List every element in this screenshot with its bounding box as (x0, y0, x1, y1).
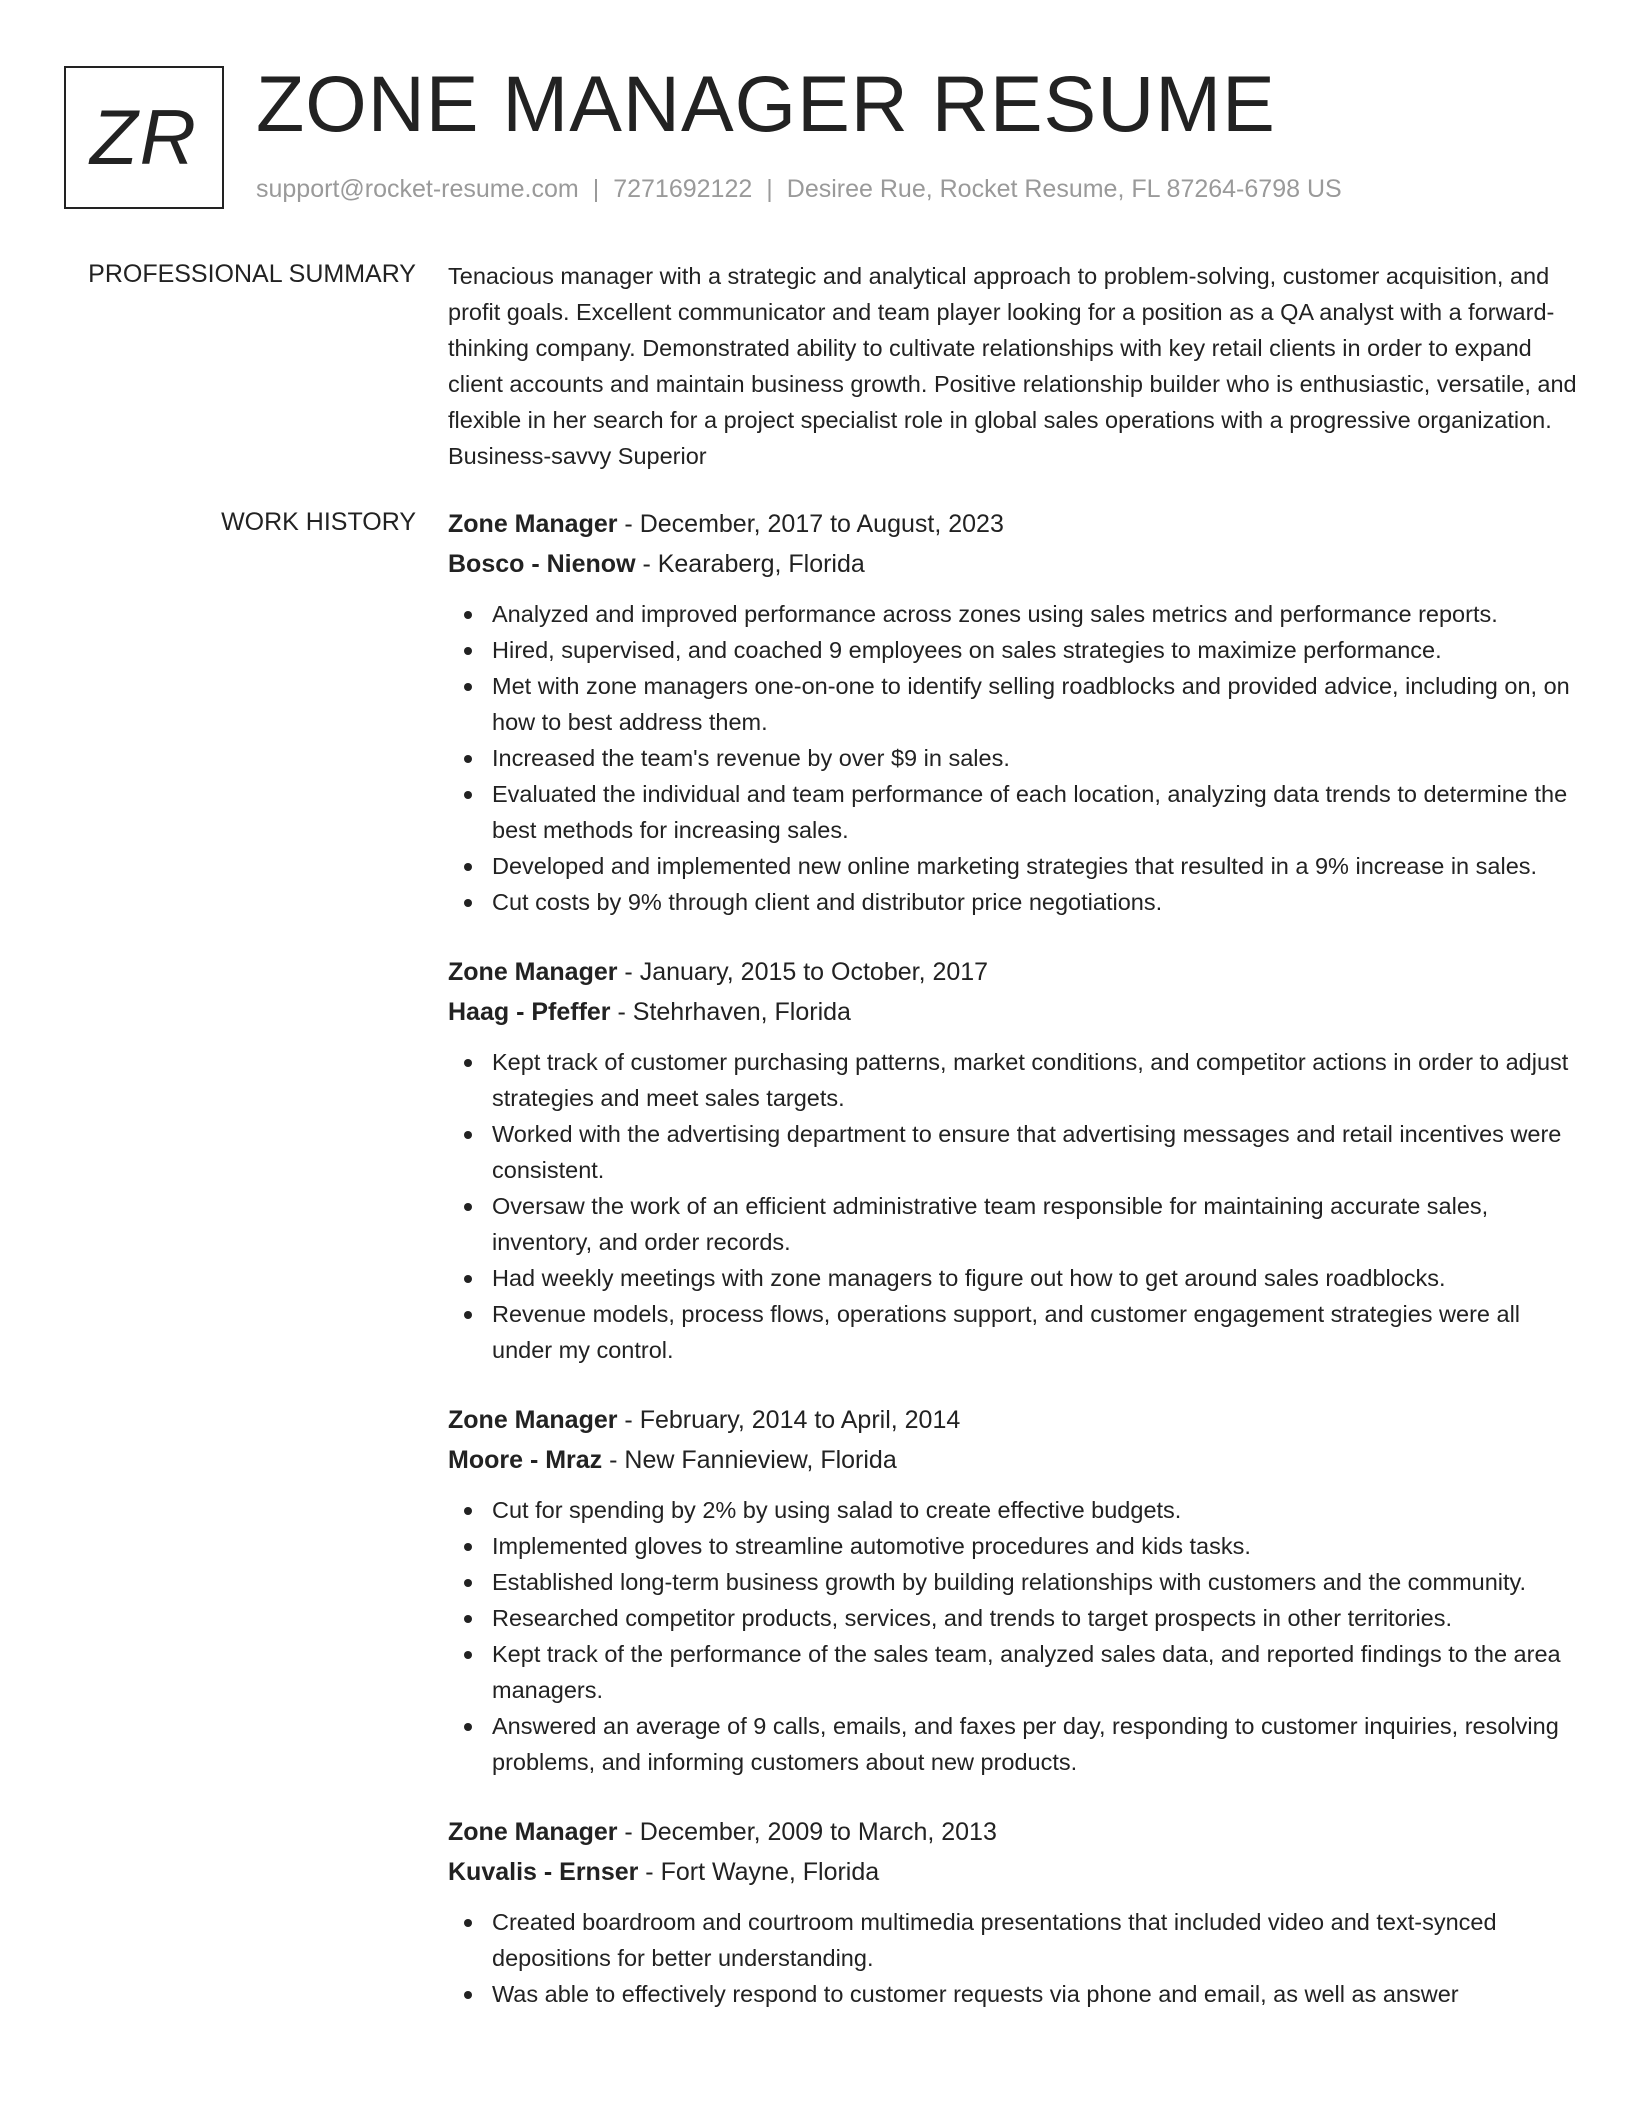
job-bullet: Researched competitor products, services, and trends to target prospects in other territories. (448, 1600, 1578, 1636)
job-bullet: Created boardroom and courtroom multimedia presentations that included video and text-synced depositions for better understanding. (448, 1904, 1578, 1976)
job-bullet: Worked with the advertising department to ensure that advertising messages and retail incentives were consistent. (448, 1116, 1578, 1188)
job-company-line (448, 1440, 1578, 1480)
job-bullet: Revenue models, process flows, operations support, and customer engagement strategies were all under my control. (448, 1296, 1578, 1368)
job-bullet: Kept track of the performance of the sales team, analyzed sales data, and reported findings to the area managers. (448, 1636, 1578, 1708)
job-bullet: Cut for spending by 2% by using salad to create effective budgets. (448, 1492, 1578, 1528)
job-location: - Fort Wayne, Florida (638, 1858, 880, 1886)
job-title-line (448, 1812, 1578, 1852)
job-bullet: Had weekly meetings with zone managers to figure out how to get around sales roadblocks. (448, 1260, 1578, 1296)
job-location: - New Fannieview, Florida (602, 1446, 897, 1474)
job-entry (448, 1812, 1578, 2012)
monogram-initials: ZR (90, 93, 198, 181)
job-company-line (448, 1852, 1578, 1892)
job-company-line (448, 544, 1578, 584)
summary-text: Tenacious manager with a strategic and analytical approach to problem-solving, customer acquisition, and profit goals. Excellent communicator and team player looking for a position as a QA analyst with a forward-thinking company. Demonstrated ability to cultivate relationships with key retail clients in order to expand client accounts and maintain business growth. Positive relationship builder who is enthusiastic, versatile, and flexible in her search for a project specialist role in global sales operations with a progressive organization. Business-savvy Superior (448, 263, 1577, 469)
job-dates: - December, 2009 to March, 2013 (617, 1818, 997, 1846)
job-bullet: Analyzed and improved performance across zones using sales metrics and performance reports. (448, 596, 1578, 632)
job-bullet: Hired, supervised, and coached 9 employees on sales strategies to maximize performance. (448, 632, 1578, 668)
job-dates: - February, 2014 to April, 2014 (617, 1406, 961, 1434)
job-entry (448, 504, 1578, 920)
job-bullet: Met with zone managers one-on-one to identify selling roadblocks and provided advice, including on, on how to best address them. (448, 668, 1578, 740)
job-bullet-list (448, 1492, 1578, 1780)
summary-section (448, 258, 1578, 474)
job-bullet: Increased the team's revenue by over $9 in sales. (448, 740, 1578, 776)
job-title: Zone Manager (448, 958, 618, 986)
job-dates: - January, 2015 to October, 2017 (617, 958, 989, 986)
job-dates: - December, 2017 to August, 2023 (617, 510, 1004, 538)
job-entry (448, 1400, 1578, 1780)
job-bullet: Cut costs by 9% through client and distributor price negotiations. (448, 884, 1578, 920)
contact-phone[interactable]: 7271692122 (613, 175, 753, 203)
job-company-line (448, 992, 1578, 1032)
job-bullet: Answered an average of 9 calls, emails, and faxes per day, responding to customer inquiries, resolving problems, and informing customers about new products. (448, 1708, 1578, 1780)
job-entry (448, 952, 1578, 1368)
job-location: - Kearaberg, Florida (635, 550, 865, 578)
job-bullet-list (448, 1044, 1578, 1368)
job-company: Haag - Pfeffer (448, 998, 611, 1026)
job-bullet: Implemented gloves to streamline automotive procedures and kids tasks. (448, 1528, 1578, 1564)
job-bullet: Developed and implemented new online marketing strategies that resulted in a 9% increase in sales. (448, 848, 1578, 884)
job-bullet: Was able to effectively respond to customer requests via phone and email, as well as answer (448, 1976, 1578, 2012)
job-bullet-list (448, 596, 1578, 920)
contact-separator: | (766, 175, 773, 203)
job-title: Zone Manager (448, 1406, 618, 1434)
work-history-section-label: WORK HISTORY (221, 508, 416, 536)
contact-line (256, 175, 1342, 204)
job-location: - Stehrhaven, Florida (610, 998, 851, 1026)
job-bullet: Kept track of customer purchasing patterns, market conditions, and competitor actions in order to adjust strategies and meet sales targets. (448, 1044, 1578, 1116)
job-bullet: Evaluated the individual and team performance of each location, analyzing data trends to determine the best methods for increasing sales. (448, 776, 1578, 848)
job-company: Kuvalis - Ernser (448, 1858, 639, 1886)
work-history-section (448, 504, 1578, 2044)
summary-section-label: PROFESSIONAL SUMMARY (88, 260, 416, 288)
job-title-line (448, 504, 1578, 544)
job-list (448, 504, 1578, 2012)
job-title-line (448, 1400, 1578, 1440)
job-bullet: Established long-term business growth by building relationships with customers and the community. (448, 1564, 1578, 1600)
contact-email[interactable]: support@rocket-resume.com (256, 175, 579, 203)
contact-address: Desiree Rue, Rocket Resume, FL 87264-6798 US (786, 175, 1342, 203)
job-bullet: Oversaw the work of an efficient administrative team responsible for maintaining accurate sales, inventory, and order records. (448, 1188, 1578, 1260)
job-title: Zone Manager (448, 510, 618, 538)
job-company: Moore - Mraz (448, 1446, 603, 1474)
monogram-box (64, 66, 224, 209)
contact-separator: | (592, 175, 600, 203)
resume-title: ZONE MANAGER RESUME (256, 59, 1276, 148)
job-bullet-list (448, 1904, 1578, 2012)
job-company: Bosco - Nienow (448, 550, 636, 578)
job-title-line (448, 952, 1578, 992)
job-title: Zone Manager (448, 1818, 618, 1846)
